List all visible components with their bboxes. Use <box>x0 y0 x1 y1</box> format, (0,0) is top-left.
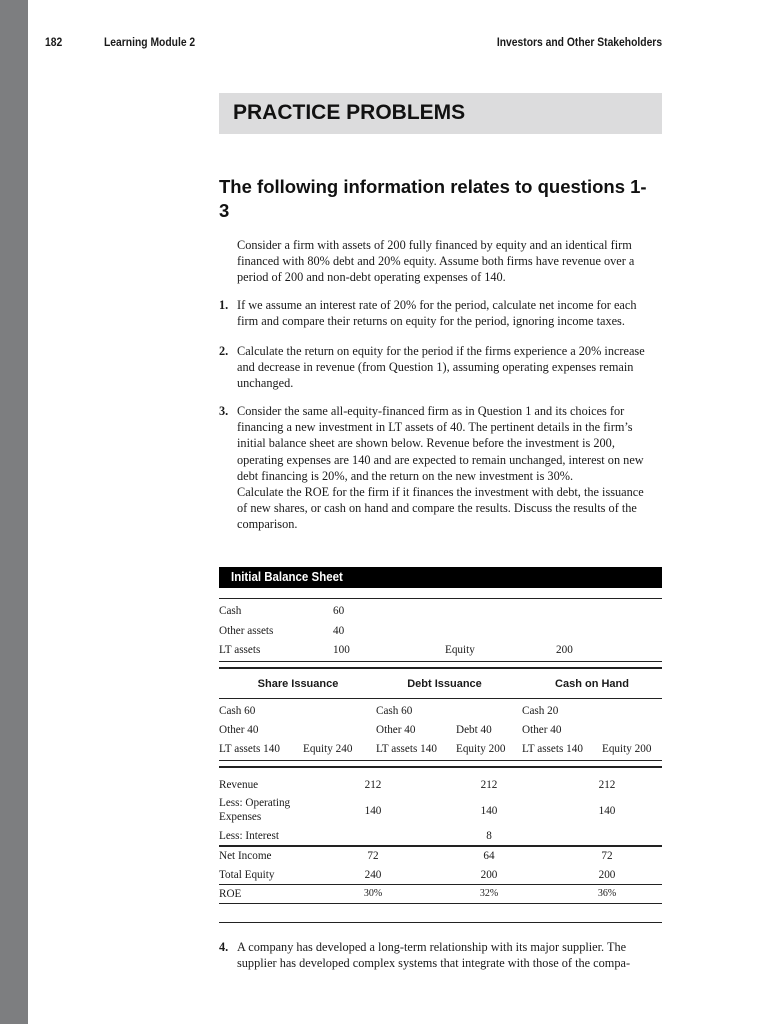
debt-asset: Cash 60 <box>376 705 413 717</box>
initial-row-label: LT assets <box>219 644 261 656</box>
income-share-value: 140 <box>364 805 382 817</box>
page-gutter <box>0 0 28 1024</box>
initial-row-value: 100 <box>333 644 350 656</box>
income-cash-value: 36% <box>597 888 617 899</box>
cash-equity: Equity 200 <box>602 743 652 755</box>
table-rule <box>219 667 662 669</box>
scenario-header-share: Share Issuance <box>257 678 339 690</box>
table-rule <box>219 661 662 662</box>
share-asset: LT assets 140 <box>219 743 280 755</box>
table-rule <box>219 903 662 904</box>
cash-asset: LT assets 140 <box>522 743 583 755</box>
question-4-number: 4. <box>219 940 229 954</box>
income-row-label: Revenue <box>219 779 259 791</box>
practice-problems-banner <box>219 93 662 134</box>
income-debt-value: 32% <box>479 888 499 899</box>
table-rule <box>219 845 662 847</box>
table-rule <box>219 760 662 761</box>
document-page <box>28 0 768 1024</box>
initial-equity-label: Equity <box>445 644 475 656</box>
scenario-header-cash: Cash on Hand <box>555 678 629 690</box>
scenario-header-debt: Debt Issuance <box>407 678 482 690</box>
page-number: 182 <box>45 35 63 49</box>
table-rule <box>219 884 662 885</box>
income-debt-value: 64 <box>483 850 495 862</box>
income-row-label: ROE <box>219 888 242 900</box>
table-title-bar <box>219 567 662 588</box>
income-cash-value: 140 <box>598 805 616 817</box>
income-debt-value: 8 <box>486 830 492 842</box>
share-asset: Other 40 <box>219 724 259 736</box>
intro-paragraph: Consider a firm with assets of 200 fully financed by equity and an identical firm financed with 80% debt and 20% equity. Assume both firms have revenue over a period of 200 and non-debt operating expenses of 140. <box>237 238 635 285</box>
debt-liability: Debt 40 <box>456 724 492 736</box>
income-row-label: Less: Interest <box>219 830 279 842</box>
question-2-text: Calculate the return on equity for the period if the firms experience a 20% increase and decrease in revenue (from Question 1), assuming operating expenses remain unchanged. <box>237 344 645 391</box>
initial-row-label: Cash <box>219 605 242 617</box>
question-3-number: 3. <box>219 404 229 418</box>
income-share-value: 30% <box>363 888 383 899</box>
section-heading: The following information relates to questions 1-3 <box>219 176 647 221</box>
debt-asset: LT assets 140 <box>376 743 437 755</box>
table-rule <box>219 922 662 923</box>
initial-row-value: 60 <box>333 605 345 617</box>
debt-equity: Equity 200 <box>456 743 506 755</box>
question-3-text: Consider the same all-equity-financed firm as in Question 1 and its choices for financing a new investment in LT assets of 40. The pertinent details in the firm’s initial balance sheet are shown below. Revenue before the investment is 200, operating expenses are 140 and are expected to remain unchanged, interest on new debt financing is 20%, and the return on the new investment is 30%. <box>237 404 644 483</box>
chapter-title: Investors and Other Stakeholders <box>496 35 662 49</box>
cash-asset: Other 40 <box>522 724 562 736</box>
income-cash-value: 200 <box>598 869 616 881</box>
income-share-value: 212 <box>364 779 382 791</box>
initial-row-value: 40 <box>333 625 345 637</box>
table-rule <box>219 598 662 599</box>
question-3-followup: Calculate the ROE for the firm if it finances the investment with debt, the issuance of new shares, or cash on hand and compare the results. Discuss the results of the comparison. <box>237 485 644 532</box>
module-label: Learning Module 2 <box>104 35 196 49</box>
income-debt-value: 140 <box>480 805 498 817</box>
income-share-value: 240 <box>364 869 382 881</box>
income-debt-value: 212 <box>480 779 498 791</box>
cash-asset: Cash 20 <box>522 705 559 717</box>
income-cash-value: 212 <box>598 779 616 791</box>
initial-equity-value: 200 <box>556 644 573 656</box>
debt-asset: Other 40 <box>376 724 416 736</box>
question-1-number: 1. <box>219 298 229 312</box>
share-equity: Equity 240 <box>303 743 353 755</box>
income-share-value: 72 <box>367 850 379 862</box>
income-row-label: Net Income <box>219 850 272 862</box>
income-debt-value: 200 <box>480 869 498 881</box>
banner-title: PRACTICE PROBLEMS <box>233 101 466 124</box>
income-cash-value: 72 <box>601 850 613 862</box>
initial-row-label: Other assets <box>219 625 274 637</box>
question-2-number: 2. <box>219 344 229 358</box>
table-rule <box>219 766 662 768</box>
income-row-label: Less: Operating Expenses <box>219 797 291 823</box>
question-1-text: If we assume an interest rate of 20% for the period, calculate net income for each firm and compare their returns on equity for the period, ignoring income taxes. <box>237 298 637 329</box>
question-4-text: A company has developed a long-term relationship with its major supplier. The supplier has developed complex systems that integrate with those of the compa- <box>237 940 631 971</box>
income-row-label: Total Equity <box>219 869 275 881</box>
share-asset: Cash 60 <box>219 705 256 717</box>
table-rule <box>219 698 662 699</box>
table-title: Initial Balance Sheet <box>231 570 343 584</box>
